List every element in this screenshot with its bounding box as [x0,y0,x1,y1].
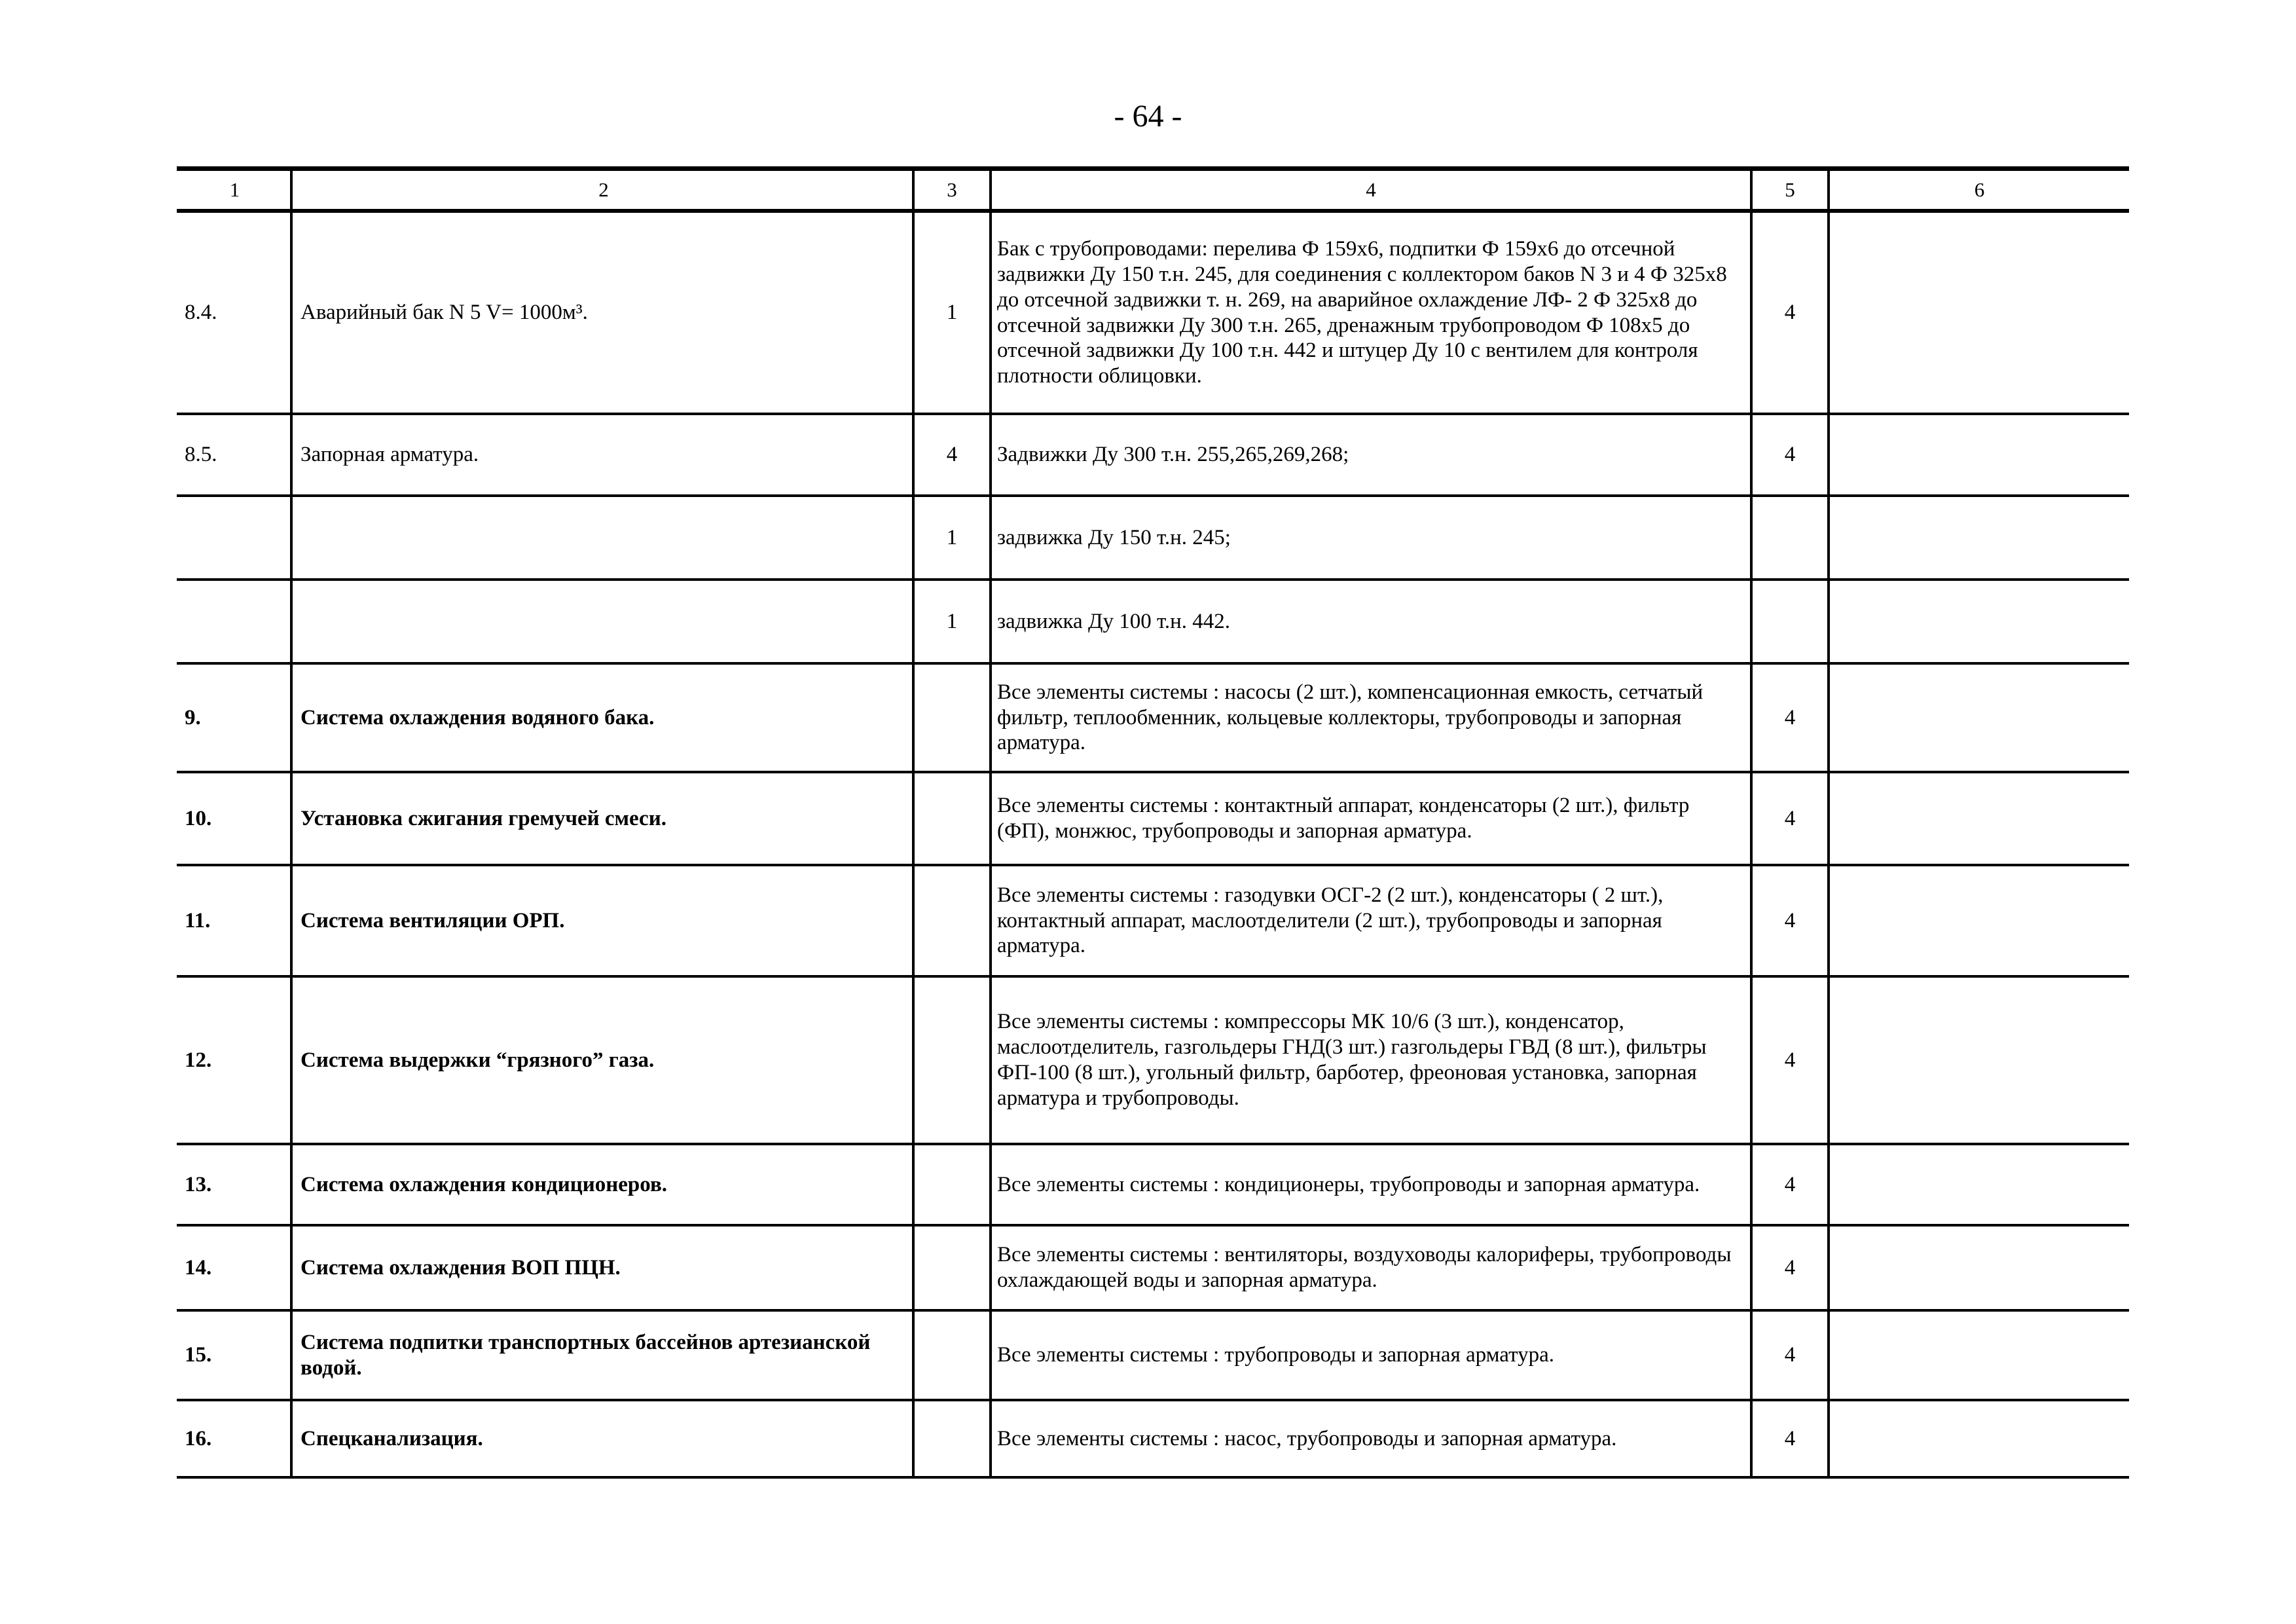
row-number: 12. [177,976,291,1144]
row-col5-value [1751,580,1829,663]
row-number: 16. [177,1400,291,1477]
row-number: 14. [177,1225,291,1310]
row-col5-value: 4 [1751,1225,1829,1310]
row-number: 10. [177,772,291,865]
table-row [177,976,2129,1144]
row-col5-value: 4 [1751,414,1829,496]
table-row [177,1225,2129,1310]
row-description: Все элементы системы : газодувки ОСГ-2 (2 шт.), конденсаторы ( 2 шт.), контактный аппарат, маслоотделители (2 шт.), трубопроводы и запорная арматура. [991,865,1751,976]
row-number: 8.5. [177,414,291,496]
table-row [177,1310,2129,1400]
table-row [177,211,2129,414]
row-name: Установка сжигания гремучей смеси. [291,772,913,865]
row-description: задвижка Ду 150 т.н. 245; [991,496,1751,580]
row-number [177,496,291,580]
row-name: Аварийный бак N 5 V= 1000м³. [291,211,913,414]
row-col6-value [1829,976,2129,1144]
equipment-table [177,166,2129,1479]
column-header-2: 2 [291,169,913,212]
row-description: Все элементы системы : компрессоры МК 10/6 (3 шт.), конденсатор, маслоотделитель, газгольдеры ГНД(3 шт.) газгольдеры ГВД (8 шт.), фильтры ФП-100 (8 шт.), угольный фильтр, барботер, фреоновая установка, запорная арматура и трубопроводы. [991,976,1751,1144]
row-col6-value [1829,772,2129,865]
table-row [177,865,2129,976]
row-col5-value: 4 [1751,976,1829,1144]
row-col5-value: 4 [1751,865,1829,976]
column-header-4: 4 [991,169,1751,212]
row-description: Все элементы системы : трубопроводы и запорная арматура. [991,1310,1751,1400]
table-row [177,580,2129,663]
row-description: Бак с трубопроводами: перелива Ф 159х6, подпитки Ф 159х6 до отсечной задвижки Ду 150 т.н. 245, для соединения с коллектором баков N 3 и 4 Ф 325х8 до отсечной задвижки т. н. 269, на аварийное охлаждение ЛФ- 2 Ф 325х8 до отсечной задвижки Ду 300 т.н. 265, дренажным трубопроводом Ф 108х5 до отсечной задвижки Ду 100 т.н. 442 и штуцер Ду 10 с вентилем для контроля плотности облицовки. [991,211,1751,414]
row-description: Все элементы системы : насос, трубопроводы и запорная арматура. [991,1400,1751,1477]
row-col6-value [1829,1310,2129,1400]
row-col5-value: 4 [1751,1310,1829,1400]
row-col5-value: 4 [1751,663,1829,772]
row-quantity [913,1400,991,1477]
row-name: Система охлаждения водяного бака. [291,663,913,772]
row-name: Система подпитки транспортных бассейнов артезианской водой. [291,1310,913,1400]
table-row [177,1144,2129,1225]
table-row [177,663,2129,772]
column-header-1: 1 [177,169,291,212]
row-col6-value [1829,1144,2129,1225]
row-col6-value [1829,414,2129,496]
row-name [291,580,913,663]
row-name: Система охлаждения ВОП ПЦН. [291,1225,913,1310]
row-name: Запорная арматура. [291,414,913,496]
table-header-row [177,169,2129,212]
row-col5-value: 4 [1751,772,1829,865]
row-col6-value [1829,1400,2129,1477]
row-quantity: 1 [913,580,991,663]
table-row [177,1400,2129,1477]
row-name: Система вентиляции ОРП. [291,865,913,976]
row-description: Все элементы системы : контактный аппарат, конденсаторы (2 шт.), фильтр (ФП), монжюс, трубопроводы и запорная арматура. [991,772,1751,865]
row-description: Все элементы системы : вентиляторы, воздуховоды калориферы, трубопроводы охлаждающей воды и запорная арматура. [991,1225,1751,1310]
row-number: 11. [177,865,291,976]
row-number: 13. [177,1144,291,1225]
row-description: Задвижки Ду 300 т.н. 255,265,269,268; [991,414,1751,496]
row-col6-value [1829,1225,2129,1310]
row-number: 9. [177,663,291,772]
row-col5-value: 4 [1751,1144,1829,1225]
table-row [177,772,2129,865]
row-col5-value [1751,496,1829,580]
row-quantity: 4 [913,414,991,496]
row-name: Система выдержки “грязного” газа. [291,976,913,1144]
row-col6-value [1829,211,2129,414]
row-col6-value [1829,580,2129,663]
row-quantity: 1 [913,211,991,414]
row-col5-value: 4 [1751,1400,1829,1477]
column-header-3: 3 [913,169,991,212]
column-header-6: 6 [1829,169,2129,212]
row-name: Спецканализация. [291,1400,913,1477]
column-header-5: 5 [1751,169,1829,212]
row-name: Система охлаждения кондиционеров. [291,1144,913,1225]
row-description: задвижка Ду 100 т.н. 442. [991,580,1751,663]
row-quantity [913,772,991,865]
row-number: 15. [177,1310,291,1400]
row-col6-value [1829,865,2129,976]
row-col6-value [1829,496,2129,580]
row-quantity [913,1310,991,1400]
row-name [291,496,913,580]
row-number [177,580,291,663]
row-col5-value: 4 [1751,211,1829,414]
row-quantity [913,663,991,772]
row-description: Все элементы системы : насосы (2 шт.), компенсационная емкость, сетчатый фильтр, теплообменник, кольцевые коллекторы, трубопроводы и запорная арматура. [991,663,1751,772]
row-number: 8.4. [177,211,291,414]
page-number: - 64 - [1114,99,1182,134]
row-description: Все элементы системы : кондиционеры, трубопроводы и запорная арматура. [991,1144,1751,1225]
table-row [177,414,2129,496]
row-quantity [913,865,991,976]
row-quantity [913,1225,991,1310]
table-row [177,496,2129,580]
row-quantity [913,1144,991,1225]
row-col6-value [1829,663,2129,772]
row-quantity: 1 [913,496,991,580]
row-quantity [913,976,991,1144]
